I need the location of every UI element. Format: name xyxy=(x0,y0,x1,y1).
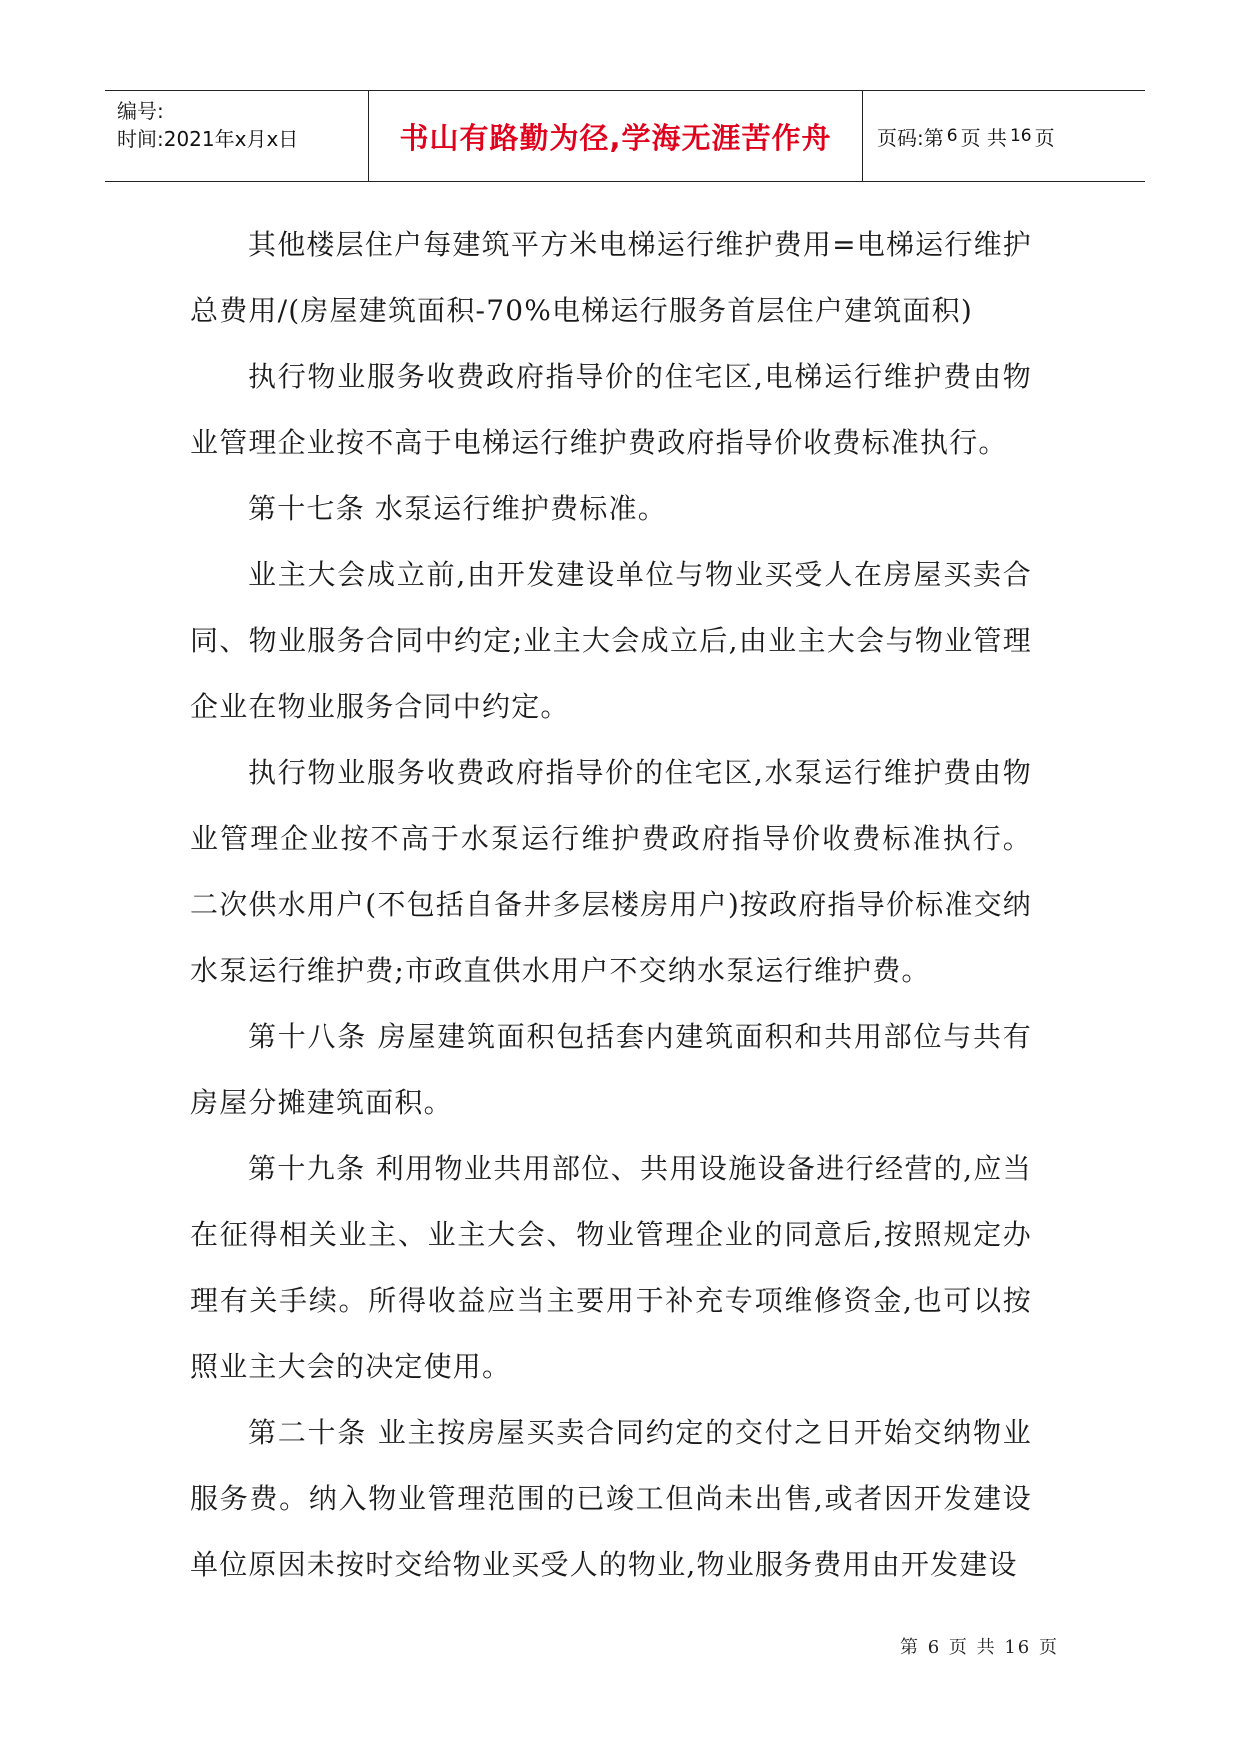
paragraph: 执行物业服务收费政府指导价的住宅区,电梯运行维护费由物业管理企业按不高于电梯运行维护费政府指导价收费标准执行。 xyxy=(190,360,1032,459)
page-footer: 第 6 页 共 16 页 xyxy=(900,1637,1059,1658)
header-motto-cell xyxy=(369,91,863,181)
document-body xyxy=(190,212,1032,1598)
article-heading: 第十七条 水泵运行维护费标准。 xyxy=(248,492,667,525)
document-number-label: 编号: xyxy=(117,99,164,123)
document-time: 时间:2021年x月x日 xyxy=(117,127,299,151)
page-current: 6 xyxy=(946,126,958,146)
page-prefix: 页码:第 xyxy=(877,125,944,150)
page-suffix: 页 xyxy=(1034,125,1055,150)
page-mid: 页 共 xyxy=(960,125,1007,150)
paragraph: 执行物业服务收费政府指导价的住宅区,水泵运行维护费由物业管理企业按不高于水泵运行维护费政府指导价收费标准执行。二次供水用户(不包括自备井多层楼房用户)按政府指导价标准交纳水泵运行维护费;市政直供水用户不交纳水泵运行维护费。 xyxy=(190,756,1032,987)
paragraph: 业主大会成立前,由开发建设单位与物业买受人在房屋买卖合同、物业服务合同中约定;业主大会成立后,由业主大会与物业管理企业在物业服务合同中约定。 xyxy=(190,558,1032,723)
page-total: 16 xyxy=(1009,126,1032,146)
paragraph: 其他楼层住户每建筑平方米电梯运行维护费用=电梯运行维护总费用/(房屋建筑面积-70%电梯运行服务首层住户建筑面积) xyxy=(190,228,1032,327)
header-page-info xyxy=(863,91,1145,181)
header-meta xyxy=(105,91,369,181)
paragraph: 第二十条 业主按房屋买卖合同约定的交付之日开始交纳物业服务费。纳入物业管理范围的已竣工但尚未出售,或者因开发建设单位原因未按时交给物业买受人的物业,物业服务费用由开发建设 xyxy=(190,1416,1032,1581)
header-motto: 书山有路勤为径,学海无涯苦作舟 xyxy=(399,120,832,155)
page-header xyxy=(105,90,1145,182)
paragraph: 第十八条 房屋建筑面积包括套内建筑面积和共用部位与共有房屋分摊建筑面积。 xyxy=(190,1020,1032,1119)
paragraph: 第十九条 利用物业共用部位、共用设施设备进行经营的,应当在征得相关业主、业主大会、物业管理企业的同意后,按照规定办理有关手续。所得收益应当主要用于补充专项维修资金,也可以按照业主大会的决定使用。 xyxy=(190,1152,1032,1383)
